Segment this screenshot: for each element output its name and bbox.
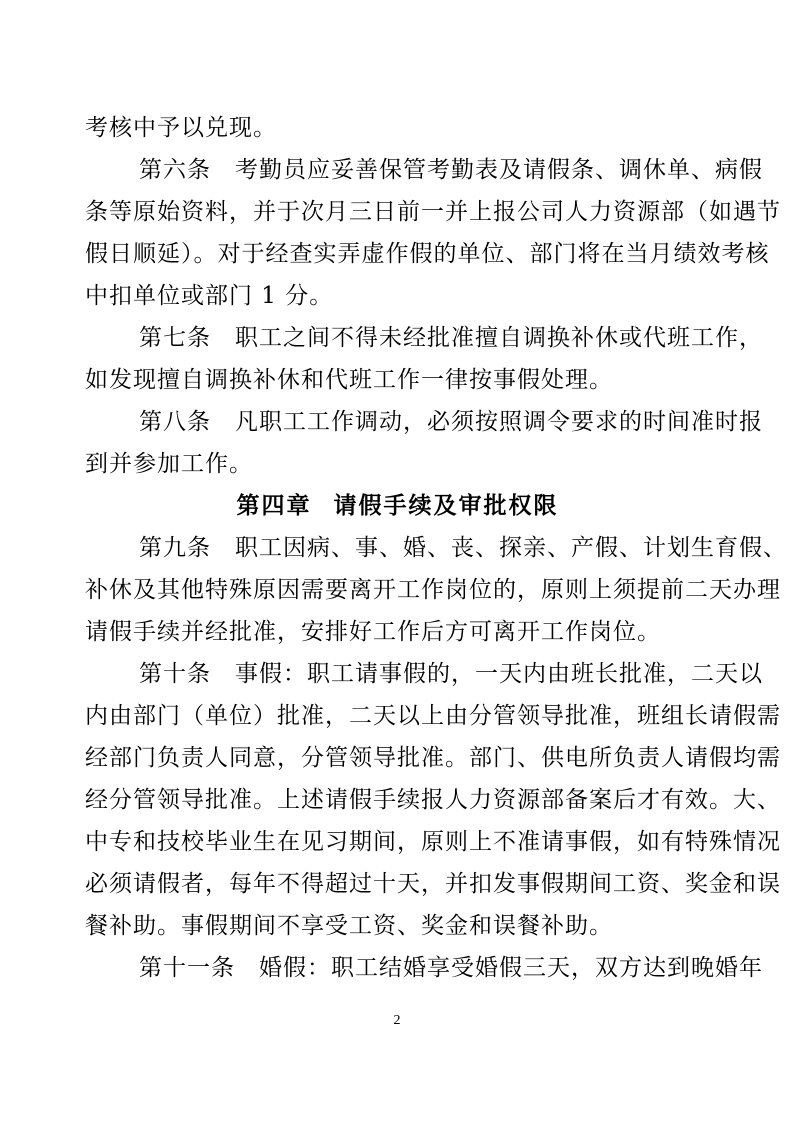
paragraph-line: 中扣单位或部门 1 分。	[85, 283, 334, 309]
paragraph-line: 条等原始资料，并于次月三日前一并上报公司人力资源部（如遇节	[85, 199, 781, 225]
chapter-title: 请假手续及审批权限	[333, 492, 559, 519]
paragraph-line: 内由部门（单位）批准，二天以上由分管领导批准，班组长请假需	[85, 703, 781, 729]
article-9-line: 第九条 职工因病、事、婚、丧、探亲、产假、计划生育假、	[139, 535, 787, 561]
paragraph-line: 经分管领导批准。上述请假手续报人力资源部备案后才有效。大、	[85, 787, 781, 813]
article-8-line: 第八条 凡职工工作调动，必须按照调令要求的时间准时报	[139, 409, 763, 435]
paragraph-line: 补休及其他特殊原因需要离开工作岗位的，原则上须提前二天办理	[85, 577, 781, 603]
paragraph-line: 假日顺延）。对于经查实弄虚作假的单位、部门将在当月绩效考核	[85, 241, 770, 267]
article-11-line: 第十一条 婚假：职工结婚享受婚假三天，双方达到晚婚年	[139, 955, 763, 981]
paragraph-line: 餐补助。事假期间不享受工资、奖金和误餐补助。	[85, 913, 613, 939]
paragraph-line: 到并参加工作。	[85, 451, 253, 477]
chapter-heading	[85, 491, 710, 521]
paragraph-line: 请假手续并经批准，安排好工作后方可离开工作岗位。	[85, 619, 661, 645]
article-6-line: 第六条 考勤员应妥善保管考勤表及请假条、调休单、病假	[139, 157, 763, 183]
paragraph-line: 考核中予以兑现。	[85, 115, 277, 141]
paragraph-line: 必须请假者，每年不得超过十天，并扣发事假期间工资、奖金和误	[85, 871, 781, 897]
page-number: 2	[393, 1013, 401, 1028]
paragraph-line: 如发现擅自调换补休和代班工作一律按事假处理。	[85, 367, 613, 393]
paragraph-line: 中专和技校毕业生在见习期间，原则上不准请事假，如有特殊情况	[85, 829, 781, 855]
paragraph-line: 经部门负责人同意，分管领导批准。部门、供电所负责人请假均需	[85, 745, 781, 771]
article-10-line: 第十条 事假：职工请事假的，一天内由班长批准，二天以	[139, 661, 763, 687]
chapter-number: 第四章	[236, 492, 312, 519]
article-7-line: 第七条 职工之间不得未经批准擅自调换补休或代班工作，	[139, 325, 763, 351]
